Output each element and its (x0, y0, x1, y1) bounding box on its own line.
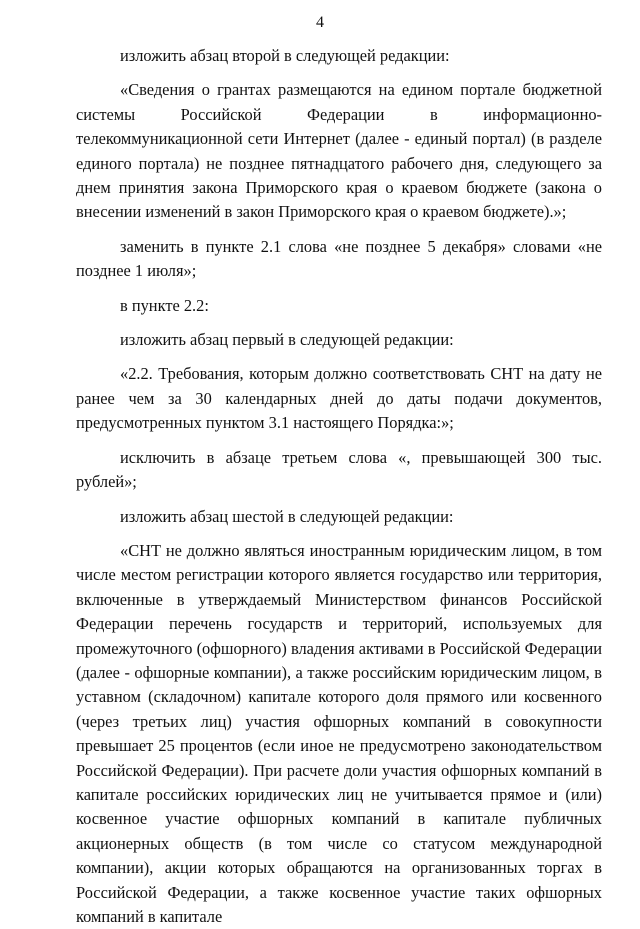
paragraph-instruction-abzac-2: изложить абзац второй в следующей редакции: (120, 46, 450, 65)
paragraph-requirements-2-2: «2.2. Требования, которым должно соответствовать СНТ на дату не ранее чем за 30 календарных дней до даты подачи документов, предусмотренных пунктом 3.1 настоящего Порядка:»; (76, 364, 602, 433)
paragraph-instruction-abzac-1: изложить абзац первый в следующей редакции: (120, 330, 454, 350)
paragraph-point-2-2: в пункте 2.2: (120, 295, 209, 315)
page-number: 4 (316, 14, 324, 31)
paragraph-replace-2-1: заменить в пункте 2.1 слова «не позднее 5 декабря» словами «не позднее 1 июля»; (76, 236, 602, 281)
paragraph-offshore-requirement: «СНТ не должно являться иностранным юридическим лицом, в том числе местом регистрации которого является государство или территория, включенные в утверждаемый Министерством финансов Российской Федерации перечень государств и территорий, используемых для промежуточного (офшорного) владения активами в Российской Федерации (далее - офшорные компании), а также российским юридическим лицом, в уставном (складочном) капитале которого доля прямого или косвенного (через третьих лиц) участия офшорных компаний в совокупности превышает 25 процентов (если иное не предусмотрено законодательством Российской Федерации). При расчете доли участия офшорных компаний в капитале российских юридических лиц не учитывается прямое и (или) косвенное участие офшорных компаний в капитале публичных акционерных обществ (в том числе со статусом международной компании), акции которых обращаются на организованных торгах в Российской Федерации, а также косвенное участие таких офшорных компаний в капитале (76, 540, 602, 926)
paragraph-exclude-abzac-3: исключить в абзаце третьем слова «, превышающей 300 тыс. рублей»; (76, 447, 602, 492)
paragraph-instruction-abzac-6: изложить абзац шестой в следующей редакции: (120, 506, 454, 526)
paragraph-grant-info: «Сведения о грантах размещаются на едином портале бюджетной системы Российской Федерации в информационно-телекоммуникационной сети Интернет (далее - единый портал) (в разделе единого портала) не позднее пятнадцатого рабочего дня, следующего за днем принятия закона Приморского края о краевом бюджете (закона о внесении изменений в закон Приморского края о краевом бюджете).»; (76, 80, 602, 222)
document-body (76, 44, 602, 929)
